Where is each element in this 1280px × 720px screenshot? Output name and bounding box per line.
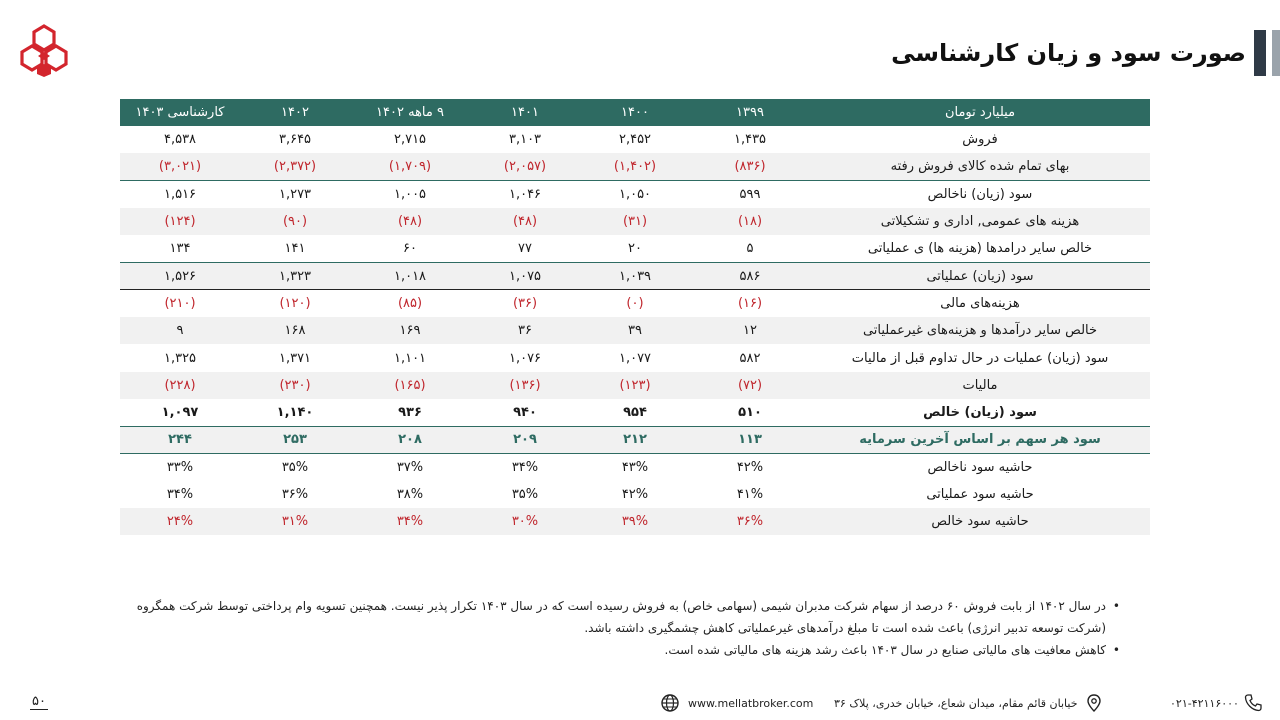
header-cell-1399: ۱۳۹۹: [690, 99, 810, 126]
table-cell: ۴۲%: [690, 454, 810, 481]
table-cell: ۳,۱۰۳: [508, 132, 542, 148]
table-cell: ۱,۰۰۵: [350, 181, 470, 208]
income-statement-table-wrapper: [120, 99, 1150, 535]
table-cell: (۳۶): [470, 290, 580, 317]
table-cell: ۳۹%: [580, 508, 690, 535]
table-cell: ۱۲: [690, 317, 810, 344]
table-cell: ۳۷%: [350, 454, 470, 481]
table-cell: ۲۰۹: [470, 426, 580, 453]
header-cell-1401: ۱۴۰۱: [470, 99, 580, 126]
table-cell: ۶۰: [403, 241, 417, 257]
table-cell: ۲۰۸: [350, 426, 470, 453]
table-row: [120, 208, 1150, 235]
table-cell: (۱۲۰): [240, 290, 350, 317]
table-cell: (۸۳۶): [690, 153, 810, 180]
row-label: حاشیه سود خالص: [810, 508, 1150, 535]
table-row: [120, 372, 1150, 399]
table-cell: (۱۲۳): [580, 372, 690, 399]
page-number: ۵۰: [32, 694, 46, 709]
income-statement-table: [120, 99, 1150, 535]
table-cell: ۲,۴۵۲: [618, 132, 652, 148]
table-cell: ۵: [746, 241, 754, 257]
table-cell: ۳۶%: [281, 487, 309, 502]
row-label: سود (زیان) عملیات در حال تداوم قبل از مالیات: [851, 350, 1109, 366]
table-cell: ۴۳%: [580, 454, 690, 481]
table-row: [120, 181, 1150, 208]
table-cell: (۲۱۰): [120, 290, 240, 317]
phone-icon: [1243, 693, 1263, 713]
table-cell: (۱۶): [690, 290, 810, 317]
table-cell: ۳۰%: [470, 508, 580, 535]
table-cell: (۱۶۵): [350, 372, 470, 399]
note-item: • کاهش معافیت های مالیاتی صنایع در سال ۱۴۰۳ باعث رشد هزینه های مالیاتی شده است.: [130, 639, 1120, 661]
table-cell: ۱۶۸: [240, 317, 350, 344]
footer-phone[interactable]: [1170, 693, 1263, 713]
table-cell: ۹۴۰: [513, 404, 537, 420]
footer-website[interactable]: [660, 693, 813, 713]
table-cell: (۳,۰۲۱): [120, 153, 240, 180]
table-cell: (۱,۴۰۲): [580, 153, 690, 180]
table-cell: ۱,۰۳۹: [580, 262, 690, 289]
table-cell: (۴۸): [350, 208, 470, 235]
row-label: هزینه‌های مالی: [810, 290, 1150, 317]
table-cell: (۰): [580, 290, 690, 317]
table-cell: ۳۶%: [690, 508, 810, 535]
notes-list: [130, 595, 1120, 661]
table-cell: (۴۸): [470, 208, 580, 235]
table-row: [120, 454, 1150, 481]
table-cell: ۱,۵۲۶: [120, 262, 240, 289]
table-cell: ۴۱%: [736, 487, 764, 502]
notes-section: [130, 595, 1120, 661]
table-cell: ۵۹۹: [690, 181, 810, 208]
table-cell: ۹۳۶: [398, 404, 422, 420]
table-cell: ۱,۲۷۳: [240, 181, 350, 208]
table-cell: ۱,۰۹۷: [161, 404, 199, 420]
table-cell: ۲۴%: [120, 508, 240, 535]
table-row: [120, 153, 1150, 180]
table-cell: (۲۳۰): [240, 372, 350, 399]
table-cell: ۱,۰۷۶: [508, 350, 542, 366]
table-cell: ۱۶۹: [350, 317, 470, 344]
header-cell-unit: میلیارد تومان: [810, 99, 1150, 126]
table-cell: ۱,۳۲۵: [163, 350, 197, 366]
title-bar: [891, 30, 1280, 76]
table-cell: ۱,۰۷۵: [470, 262, 580, 289]
table-cell: ۷۷: [518, 241, 532, 257]
phone-number[interactable]: ۰۲۱-۴۲۱۱۶۰۰۰: [1170, 696, 1239, 710]
table-cell: ۹: [120, 317, 240, 344]
location-pin-icon: [1084, 693, 1104, 713]
table-cell: (۳۱): [580, 208, 690, 235]
table-cell: ۵۱۰: [738, 404, 762, 420]
table-cell: ۳۵%: [511, 487, 539, 502]
table-cell: ۲۱۲: [580, 426, 690, 453]
row-label: خالص سایر درامدها (هزینه ها) ی عملیاتی: [867, 241, 1093, 257]
table-cell: ۱,۰۵۰: [580, 181, 690, 208]
table-cell: ۹۵۴: [623, 404, 647, 420]
company-logo: [20, 24, 68, 78]
title-accent-bar: [1254, 30, 1266, 76]
table-cell: ۱,۴۳۵: [733, 132, 767, 148]
table-cell: ۱,۵۱۶: [120, 181, 240, 208]
footer: [0, 690, 1280, 720]
table-row: [120, 235, 1150, 262]
row-label: بهای تمام شده کالای فروش رفته: [810, 153, 1150, 180]
table-cell: ۳۹: [580, 317, 690, 344]
table-cell: ۳۴%: [470, 454, 580, 481]
table-cell: ۱,۳۷۱: [278, 350, 312, 366]
row-label: سود (زیان) خالص: [923, 404, 1037, 420]
row-label: سود (زیان) ناخالص: [810, 181, 1150, 208]
table-cell: ۲۰: [628, 241, 642, 257]
table-cell: ۵۸۶: [690, 262, 810, 289]
table-row: [120, 426, 1150, 453]
row-label: حاشیه سود ناخالص: [810, 454, 1150, 481]
table-cell: ۳۶: [470, 317, 580, 344]
note-item: • در سال ۱۴۰۲ از بابت فروش ۶۰ درصد از سهام شرکت مدبران شیمی (سهامی خاص) به فروش رسیده است که در سال ۱۴۰۳ تکرار پذیر نیست. همچنین تسویه وام پرداختی توسط شرکت همگروه (شرکت توسعه تدبیر انرژی) باعث شده است تا مبلغ درآمدهای غیرعملیاتی کاهش چشمگیری داشته باشد.: [130, 595, 1120, 639]
table-cell: (۲,۳۷۲): [240, 153, 350, 180]
table-cell: ۳۵%: [240, 454, 350, 481]
table-cell: ۵۸۲: [739, 350, 761, 366]
table-cell: (۲۲۸): [120, 372, 240, 399]
table-cell: ۳۱%: [240, 508, 350, 535]
table-cell: ۱۱۳: [690, 426, 810, 453]
table-cell: ۱۳۴: [169, 241, 191, 257]
table-row: [120, 344, 1150, 371]
table-row: [120, 399, 1150, 426]
table-cell: ۴۲%: [621, 487, 649, 502]
row-label: خالص سایر درآمدها و هزینه‌های غیرعملیاتی: [810, 317, 1150, 344]
row-label: سود (زیان) عملیاتی: [810, 262, 1150, 289]
table-cell: ۲۵۳: [240, 426, 350, 453]
table-cell: (۱۸): [690, 208, 810, 235]
table-cell: ۱,۱۴۰: [276, 404, 314, 420]
row-label: فروش: [962, 132, 998, 148]
table-cell: ۱۴۱: [284, 241, 306, 257]
table-row: [120, 290, 1150, 317]
table-cell: ۱,۰۴۶: [470, 181, 580, 208]
table-cell: (۹۰): [240, 208, 350, 235]
table-cell: (۷۲): [690, 372, 810, 399]
company-logo-icon: [20, 24, 68, 78]
table-cell: ۲۴۴: [120, 426, 240, 453]
table-cell: (۱,۷۰۹): [350, 153, 470, 180]
address-text: خیابان قائم مقام، میدان شعاع، خیابان خدری، پلاک ۳۶: [834, 696, 1078, 710]
header-cell-1400: ۱۴۰۰: [580, 99, 690, 126]
table-cell: ۳۴%: [350, 508, 470, 535]
header-cell-forecast-1403: کارشناسی ۱۴۰۳: [120, 99, 240, 126]
table-row: [120, 126, 1150, 153]
table-cell: ۳,۶۴۵: [278, 132, 312, 148]
table-row: [120, 262, 1150, 289]
table-cell: (۲,۰۵۷): [470, 153, 580, 180]
row-label: هزینه های عمومی, اداری و تشکیلاتی: [810, 208, 1150, 235]
table-cell: ۲,۷۱۵: [393, 132, 427, 148]
table-cell: ۳۳%: [120, 454, 240, 481]
table-cell: ۳۴%: [166, 487, 194, 502]
globe-icon: [660, 693, 680, 713]
footer-address: [834, 693, 1104, 713]
table-cell: ۱,۳۲۳: [240, 262, 350, 289]
table-header-row: [120, 99, 1150, 126]
title-accent-bar-light: [1272, 30, 1280, 76]
header-cell-1402: ۱۴۰۲: [240, 99, 350, 126]
table-row: [120, 508, 1150, 535]
table-row: [120, 481, 1150, 508]
table-cell: ۱,۰۱۸: [350, 262, 470, 289]
row-label: حاشیه سود عملیاتی: [926, 487, 1034, 502]
row-label: مالیات: [810, 372, 1150, 399]
table-cell: (۱۳۶): [470, 372, 580, 399]
page-title: صورت سود و زیان کارشناسی: [891, 39, 1246, 67]
table-cell: (۱۲۴): [120, 208, 240, 235]
table-row: [120, 317, 1150, 344]
row-label: سود هر سهم بر اساس آخرین سرمایه: [810, 426, 1150, 453]
website-link[interactable]: www.mellatbroker.com: [688, 696, 814, 710]
table-cell: ۱,۱۰۱: [393, 350, 427, 366]
header-cell-9m-1402: ۹ ماهه ۱۴۰۲: [350, 99, 470, 126]
table-cell: ۳۸%: [396, 487, 424, 502]
table-cell: (۸۵): [350, 290, 470, 317]
table-cell: ۴,۵۳۸: [163, 132, 197, 148]
table-cell: ۱,۰۷۷: [618, 350, 652, 366]
